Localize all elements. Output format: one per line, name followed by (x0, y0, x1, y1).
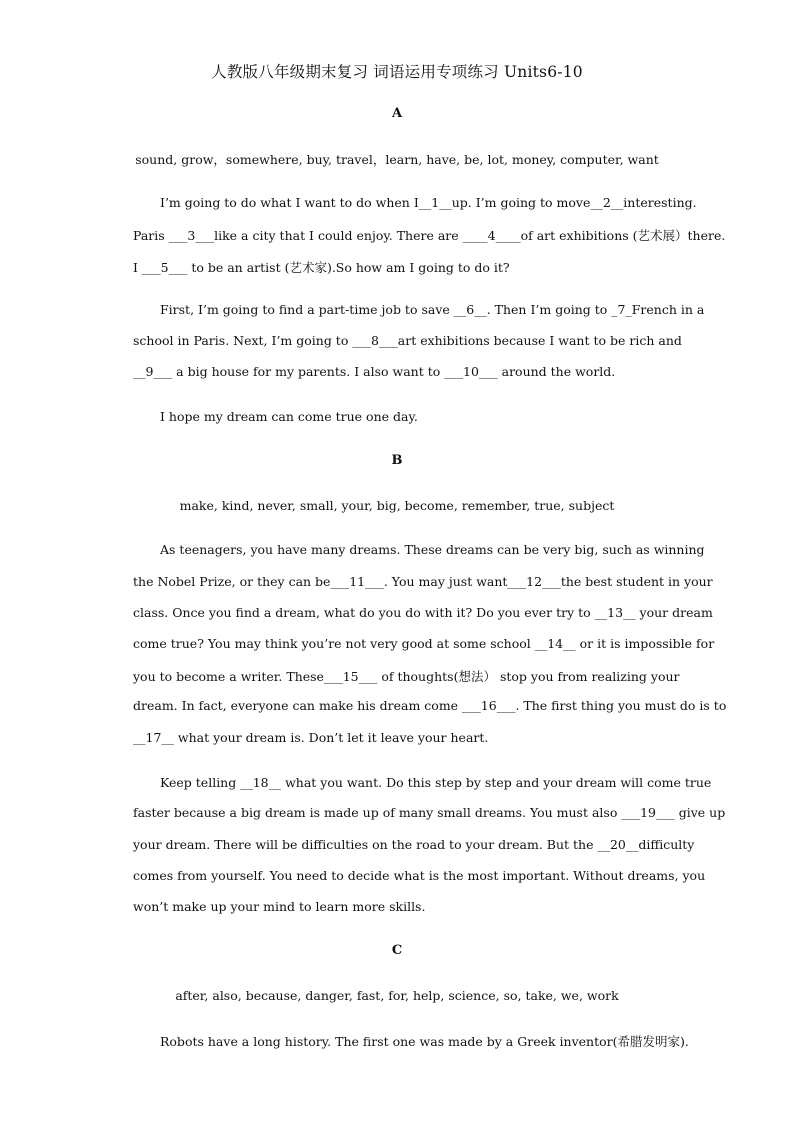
section-c-word-bank: after, also, because, danger, fast, for, help, science, so, take, we, work (175, 988, 619, 1003)
section-b-line: As teenagers, you have many dreams. These dreams can be very big, such as winning (160, 542, 705, 557)
section-b-line: Keep telling __18__ what you want. Do this step by step and your dream will come true (160, 775, 712, 790)
section-b-line: __17__ what your dream is. Don’t let it leave your heart. (133, 730, 489, 745)
section-b-line: faster because a big dream is made up of many small dreams. You must also ___19___ give up (133, 805, 726, 820)
section-a-line: I ___5___ to be an artist (艺术家).So how am I going to do it? (133, 260, 510, 275)
section-a-line: I hope my dream can come true one day. (160, 409, 418, 424)
section-b-line: won’t make up your mind to learn more skills. (133, 899, 426, 914)
section-a-line: I’m going to do what I want to do when I__1__up. I’m going to move__2__interesting. (160, 195, 697, 210)
section-b-line: come true? You may think you’re not very good at some school __14__ or it is impossible for (133, 636, 715, 651)
section-a-word-bank: sound, grow，somewhere, buy, travel，learn, have, be, lot, money, computer, want (135, 152, 659, 167)
section-b-line: class. Once you find a dream, what do you do with it? Do you ever try to __13__ your dream (133, 605, 713, 620)
section-a-line: school in Paris. Next, I’m going to ___8___art exhibitions because I want to be rich and (133, 333, 682, 348)
section-b-line: you to become a writer. These___15___ of thoughts(想法） stop you from realizing your (133, 669, 680, 684)
section-b-line: comes from yourself. You need to decide what is the most important. Without dreams, you (133, 868, 706, 883)
section-a-line: First, I’m going to find a part-time job to save __6__. Then I’m going to _7_French in a (160, 302, 705, 317)
section-a-line: __9___ a big house for my parents. I also want to ___10___ around the world. (133, 364, 616, 379)
section-b-line: the Nobel Prize, or they can be___11___. You may just want___12___the best student in your (133, 574, 713, 589)
section-b-line: dream. In fact, everyone can make his dream come ___16___. The first thing you must do is to (133, 698, 727, 713)
section-a-line: Paris ___3___like a city that I could enjoy. There are ____4____of art exhibitions (艺术展）there. (133, 228, 726, 243)
section-c-line: Robots have a long history. The first one was made by a Greek inventor(希腊发明家). (160, 1034, 689, 1049)
section-c-heading: C (391, 943, 403, 958)
section-b-heading: B (391, 453, 403, 468)
section-b-word-bank: make, kind, never, small, your, big, become, remember, true, subject (179, 498, 615, 513)
section-b-line: your dream. There will be difficulties on the road to your dream. But the __20__difficulty (133, 837, 695, 852)
page-title: 人教版八年级期末复习 词语运用专项练习 Units6-10 (211, 63, 583, 81)
section-a-heading: A (391, 106, 403, 121)
